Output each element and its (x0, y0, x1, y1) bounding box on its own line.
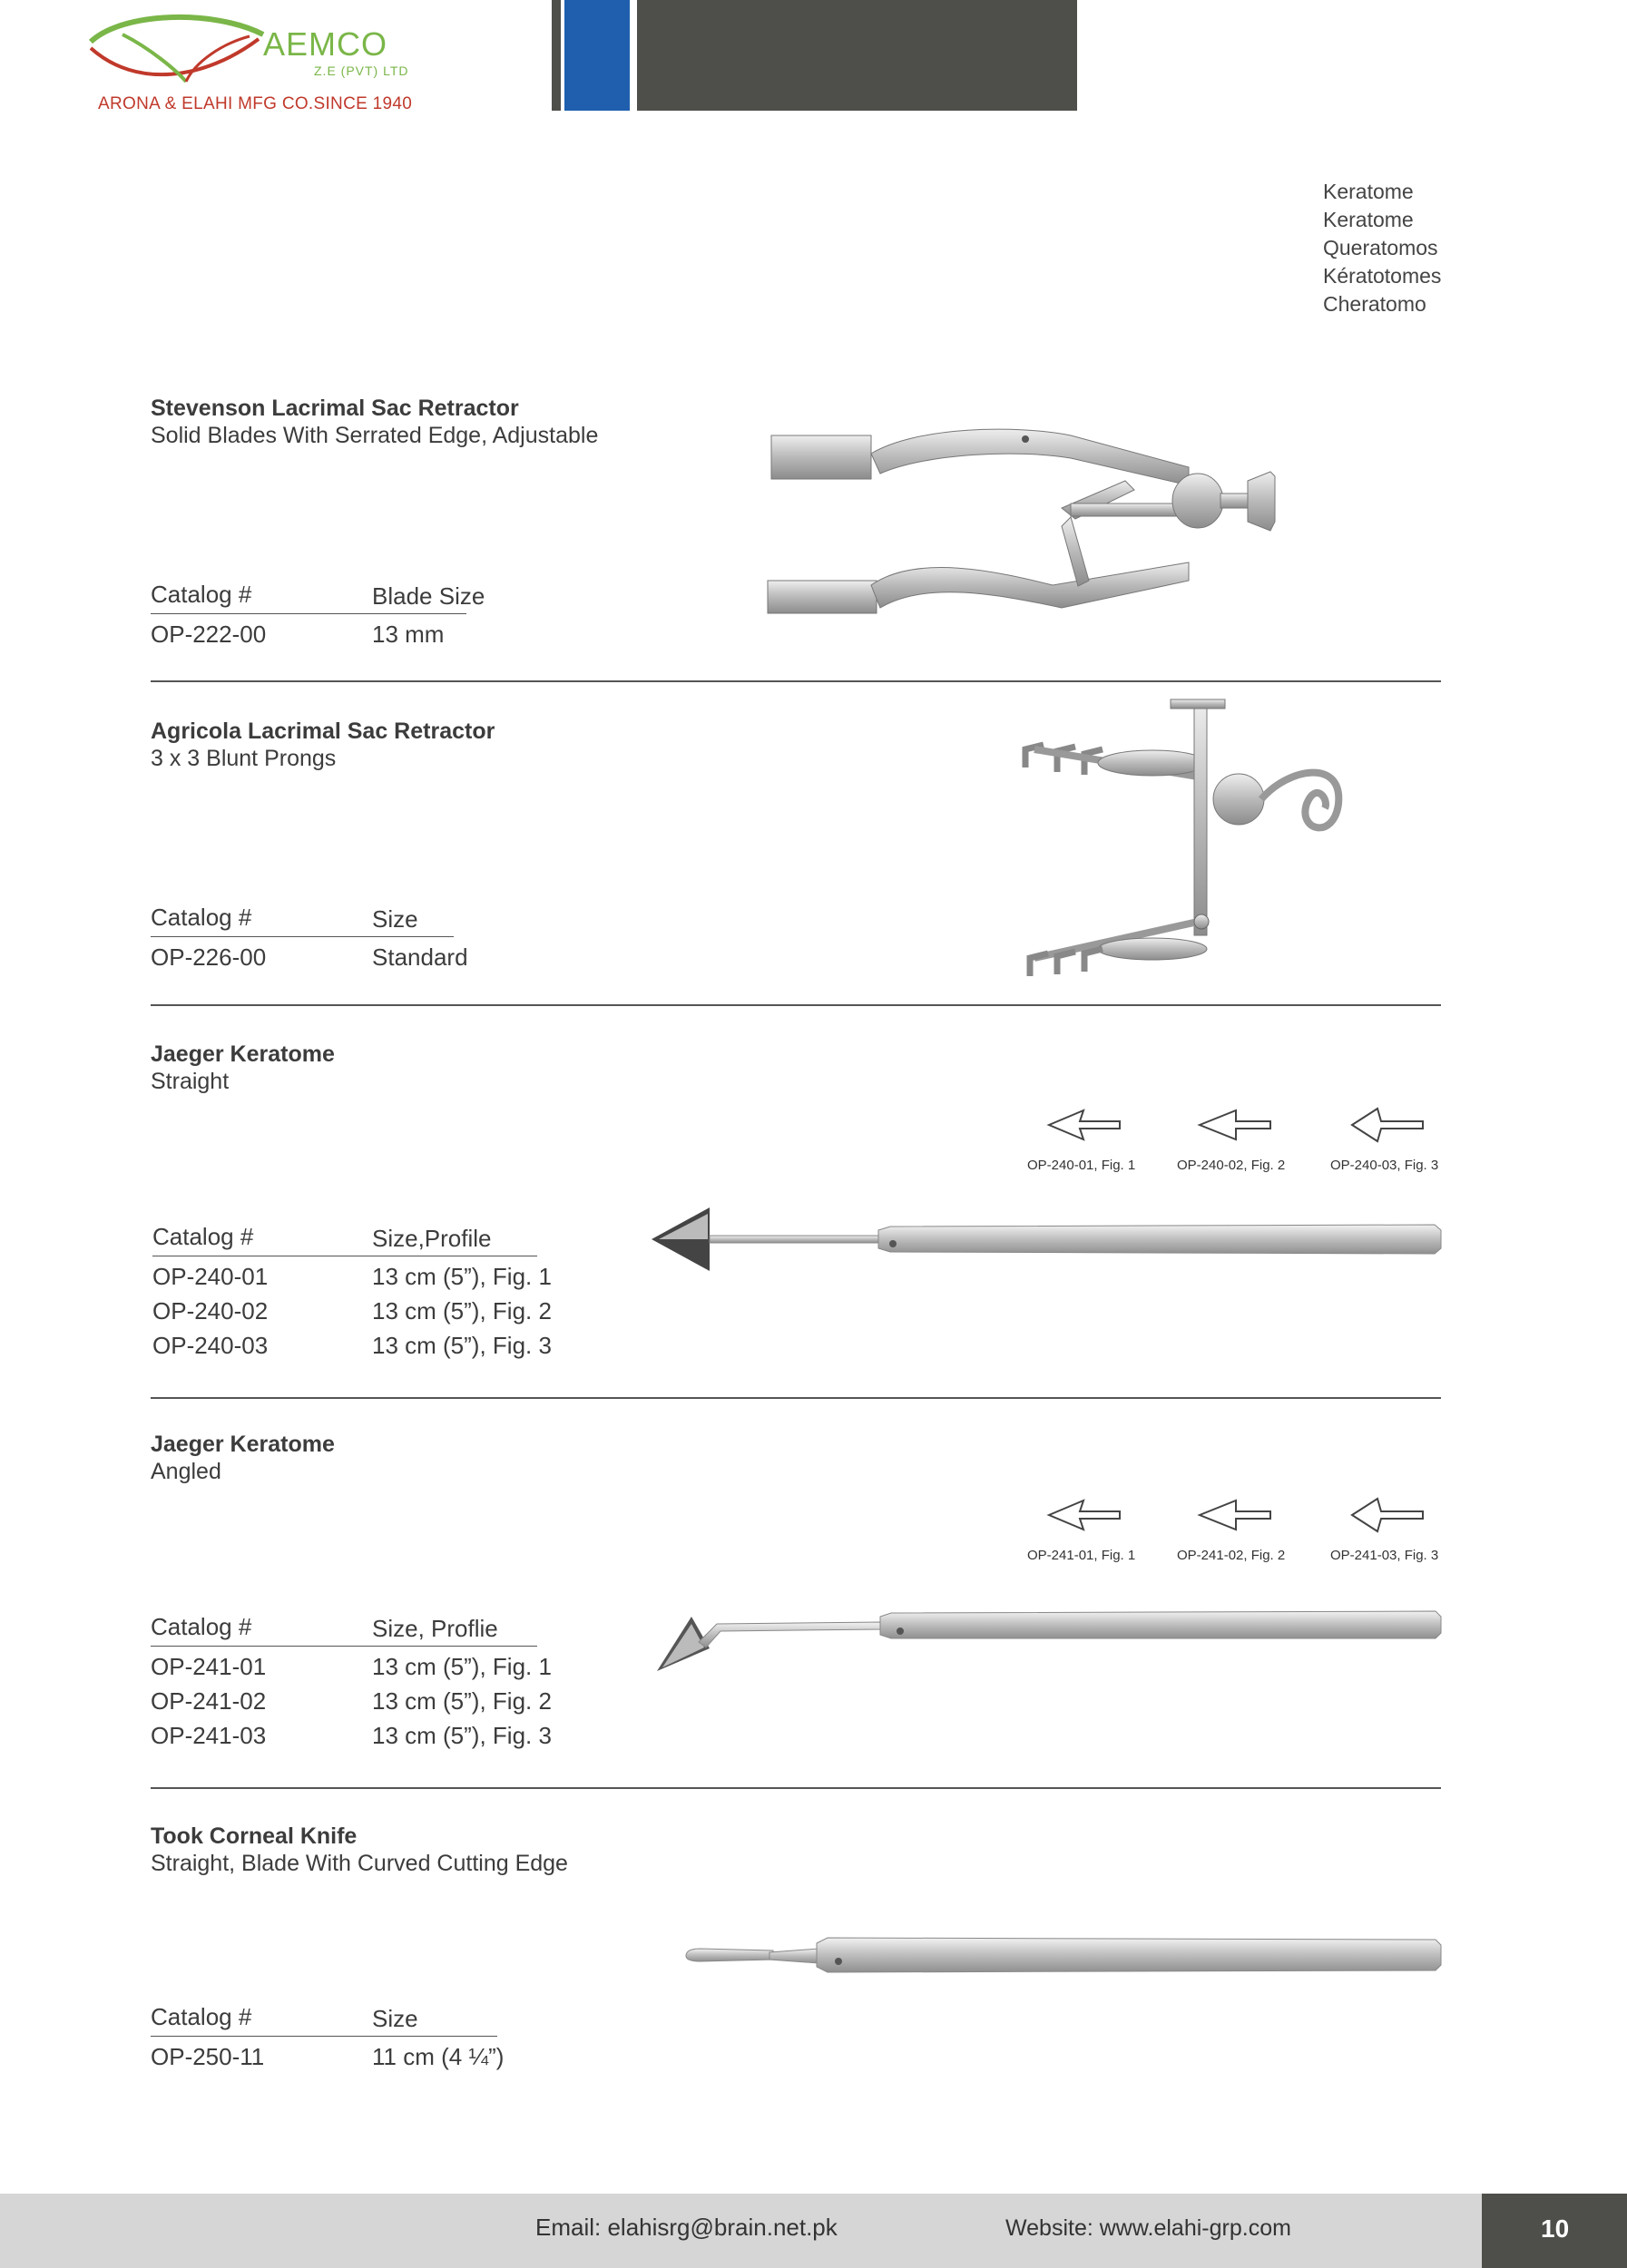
figure-label: OP-240-02, Fig. 2 (1177, 1158, 1286, 1173)
table-header-rule (151, 1646, 537, 1647)
jaeger-straight-keratome-image (650, 1203, 1444, 1276)
size-header: Size,Profile (372, 1225, 492, 1252)
logo-swoosh-icon (86, 7, 268, 89)
catalog-header: Catalog # (151, 1613, 252, 1640)
size-value: 13 cm (5”), Fig. 3 (372, 1722, 552, 1749)
size-header: Size (372, 2005, 418, 2032)
product-subtitle: Angled (151, 1459, 221, 1484)
size-header: Blade Size (372, 582, 485, 610)
size-value: 13 cm (5”), Fig. 2 (372, 1687, 552, 1715)
product-subtitle: Straight (151, 1069, 230, 1094)
took-corneal-knife-image (682, 1932, 1445, 1987)
product-title: Stevenson Lacrimal Sac Retractor (151, 396, 519, 421)
agricola-retractor-image (1016, 695, 1443, 994)
footer-email[interactable]: Email: elahisrg@brain.net.pk (535, 2214, 838, 2241)
language-item: Queratomos (1323, 236, 1438, 259)
catalog-number: OP-240-01 (152, 1263, 269, 1290)
logo-subtitle: Z.E (PVT) LTD (314, 64, 409, 78)
header-bar-blue (564, 0, 630, 111)
product-title: Jaeger Keratome (151, 1041, 335, 1067)
catalog-number: OP-241-01 (151, 1653, 267, 1680)
size-value: 13 cm (5”), Fig. 2 (372, 1297, 552, 1325)
page-number: 10 (1541, 2214, 1570, 2243)
keratome-fig2-icon (1198, 1497, 1272, 1533)
header-bar-dark-wide (637, 0, 1077, 111)
footer-website[interactable]: Website: www.elahi-grp.com (1005, 2215, 1291, 2241)
language-item: Kératotomes (1323, 264, 1442, 288)
language-list (1323, 178, 1441, 318)
catalog-number: OP-222-00 (151, 621, 267, 648)
jaeger-angled-keratome-image (655, 1598, 1445, 1686)
section-separator (151, 1004, 1441, 1006)
catalog-number: OP-241-03 (151, 1722, 267, 1749)
size-header: Size, Proflie (372, 1615, 498, 1642)
language-item: Keratome (1323, 180, 1414, 203)
size-value: 13 mm (372, 621, 445, 648)
catalog-number: OP-240-02 (152, 1297, 269, 1325)
section-separator (151, 1787, 1441, 1789)
logo-tagline: ARONA & ELAHI MFG CO.SINCE 1940 (98, 94, 413, 113)
section-separator (151, 1397, 1441, 1399)
table-header-rule (151, 613, 466, 614)
size-value: 11 cm (4 ¼”) (372, 2043, 505, 2070)
product-title: Agricola Lacrimal Sac Retractor (151, 719, 495, 744)
size-value: Standard (372, 943, 468, 971)
figure-label: OP-241-01, Fig. 1 (1027, 1548, 1136, 1563)
keratome-fig2-icon (1198, 1107, 1272, 1143)
size-header: Size (372, 905, 418, 933)
figure-label: OP-240-01, Fig. 1 (1027, 1158, 1136, 1173)
header-bar-dark-narrow (552, 0, 561, 111)
catalog-header: Catalog # (151, 904, 252, 931)
product-subtitle: Straight, Blade With Curved Cutting Edge (151, 1851, 568, 1876)
catalog-number: OP-250-11 (151, 2043, 265, 2070)
catalog-header: Catalog # (152, 1223, 254, 1250)
language-item: Cheratomo (1323, 292, 1426, 316)
size-value: 13 cm (5”), Fig. 3 (372, 1332, 552, 1359)
catalog-number: OP-241-02 (151, 1687, 267, 1715)
product-subtitle: 3 x 3 Blunt Prongs (151, 746, 337, 771)
product-title: Jaeger Keratome (151, 1432, 335, 1457)
stevenson-retractor-image (762, 417, 1452, 626)
logo-name: AEMCO (263, 25, 388, 63)
table-header-rule (151, 2036, 497, 2037)
keratome-fig3-icon (1350, 1497, 1425, 1533)
catalog-header: Catalog # (151, 2003, 252, 2030)
table-header-rule (151, 936, 454, 937)
keratome-fig1-icon (1047, 1497, 1122, 1533)
figure-label: OP-240-03, Fig. 3 (1330, 1158, 1439, 1173)
language-item: Keratome (1323, 208, 1414, 231)
catalog-number: OP-240-03 (152, 1332, 269, 1359)
catalog-header: Catalog # (151, 581, 252, 608)
catalog-number: OP-226-00 (151, 943, 267, 971)
figure-label: OP-241-03, Fig. 3 (1330, 1548, 1439, 1563)
section-separator (151, 680, 1441, 682)
size-value: 13 cm (5”), Fig. 1 (372, 1263, 552, 1290)
keratome-fig1-icon (1047, 1107, 1122, 1143)
figure-label: OP-241-02, Fig. 2 (1177, 1548, 1286, 1563)
size-value: 13 cm (5”), Fig. 1 (372, 1653, 552, 1680)
keratome-fig3-icon (1350, 1107, 1425, 1143)
product-subtitle: Solid Blades With Serrated Edge, Adjustable (151, 423, 599, 448)
product-title: Took Corneal Knife (151, 1823, 358, 1849)
